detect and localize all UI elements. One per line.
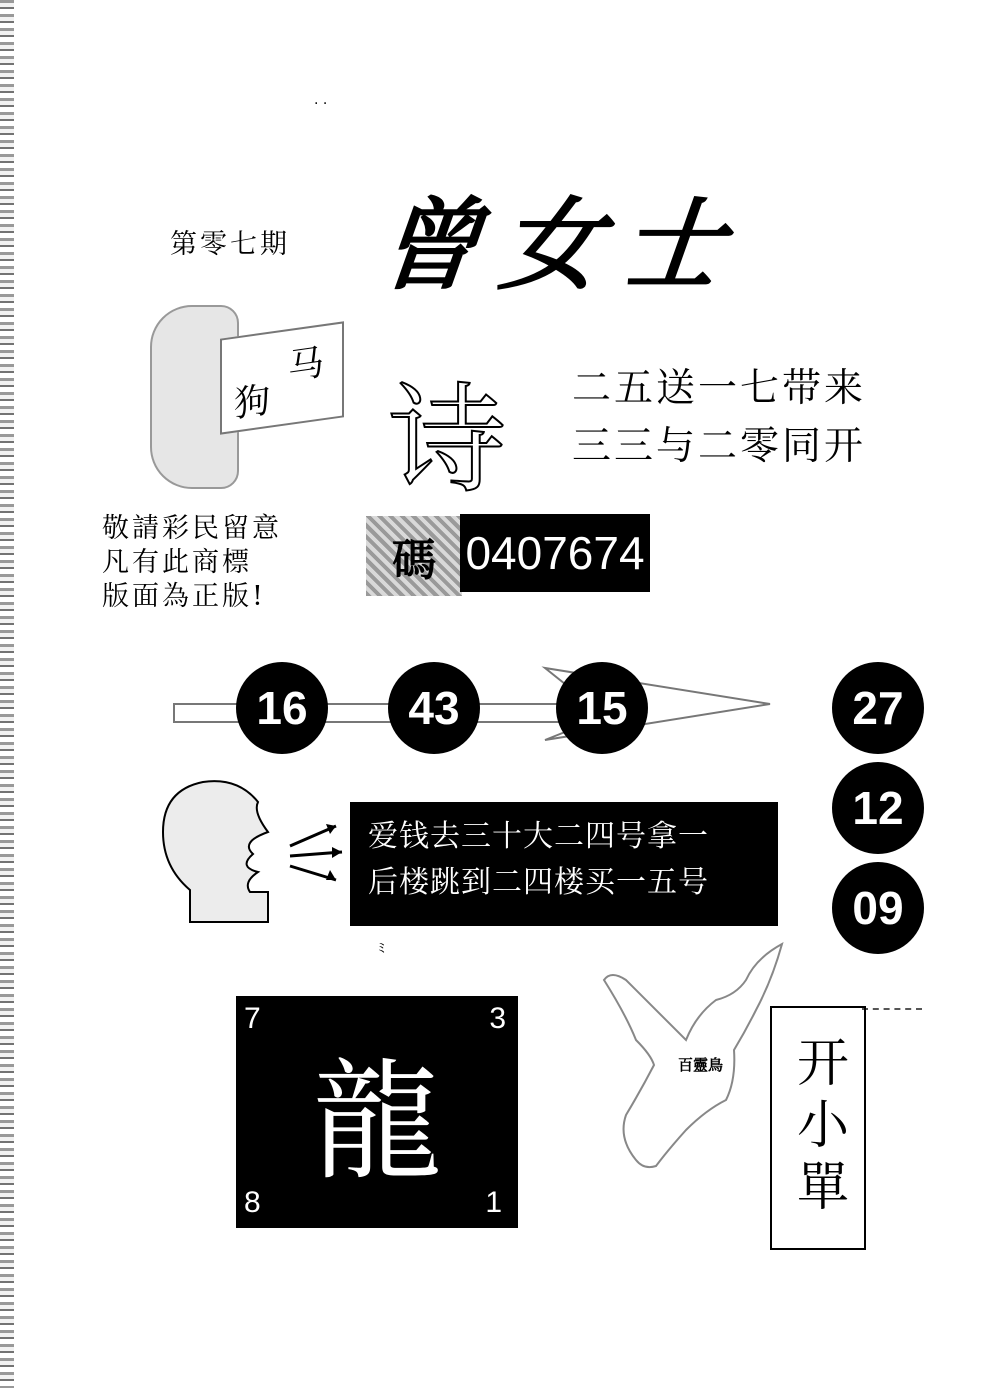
poem-line: 二五送一七带来 bbox=[572, 366, 867, 411]
speech-box bbox=[350, 802, 778, 926]
corner-number: 1 bbox=[485, 1186, 502, 1219]
dragon-char: 龍 bbox=[311, 1046, 442, 1198]
number-ball: 09 bbox=[832, 862, 924, 954]
page-title: 曾女士 bbox=[372, 186, 752, 304]
trademark-stamp bbox=[366, 516, 462, 596]
vertical-text: 开小單 bbox=[787, 1035, 848, 1221]
issue-number: 第零七期 bbox=[170, 229, 290, 260]
speech-line: 后楼跳到二四楼买一五号 bbox=[368, 865, 709, 900]
corner-number: 7 bbox=[244, 1002, 261, 1035]
dragon-box bbox=[236, 996, 518, 1228]
vertical-text-box bbox=[770, 1006, 866, 1250]
riddle-sign bbox=[220, 321, 344, 434]
number-ball: 12 bbox=[832, 762, 924, 854]
number-ball: 27 bbox=[832, 662, 924, 754]
bird-label: 百靈鳥 bbox=[678, 1056, 724, 1074]
notice-line: 凡有此商標 bbox=[102, 547, 252, 578]
number-ball: 43 bbox=[388, 662, 480, 754]
notice-line: 版面為正版! bbox=[102, 581, 266, 612]
notice bbox=[102, 512, 282, 614]
speaking-head-icon bbox=[158, 772, 358, 932]
speech-line: 爱钱去三十大二四号拿一 bbox=[368, 819, 709, 854]
sign-word-dog: 狗 bbox=[234, 379, 271, 426]
scan-speck: · · bbox=[314, 96, 328, 112]
scan-line bbox=[862, 1008, 922, 1010]
poem-char: 诗 bbox=[388, 371, 507, 509]
number-ball: 15 bbox=[556, 662, 648, 754]
corner-number: 8 bbox=[244, 1186, 261, 1219]
poem-line: 三三与二零同开 bbox=[572, 424, 867, 469]
poem bbox=[572, 360, 866, 476]
notice-line: 敬請彩民留意 bbox=[102, 513, 282, 544]
scan-speck: ﾐ bbox=[378, 941, 385, 957]
code-box: 0407674 bbox=[460, 514, 650, 592]
number-ball: 16 bbox=[236, 662, 328, 754]
sign-word-horse: 马 bbox=[288, 342, 325, 389]
scan-edge bbox=[0, 0, 14, 1388]
corner-number: 3 bbox=[489, 1002, 506, 1035]
stamp-text: 碼 bbox=[392, 535, 436, 586]
